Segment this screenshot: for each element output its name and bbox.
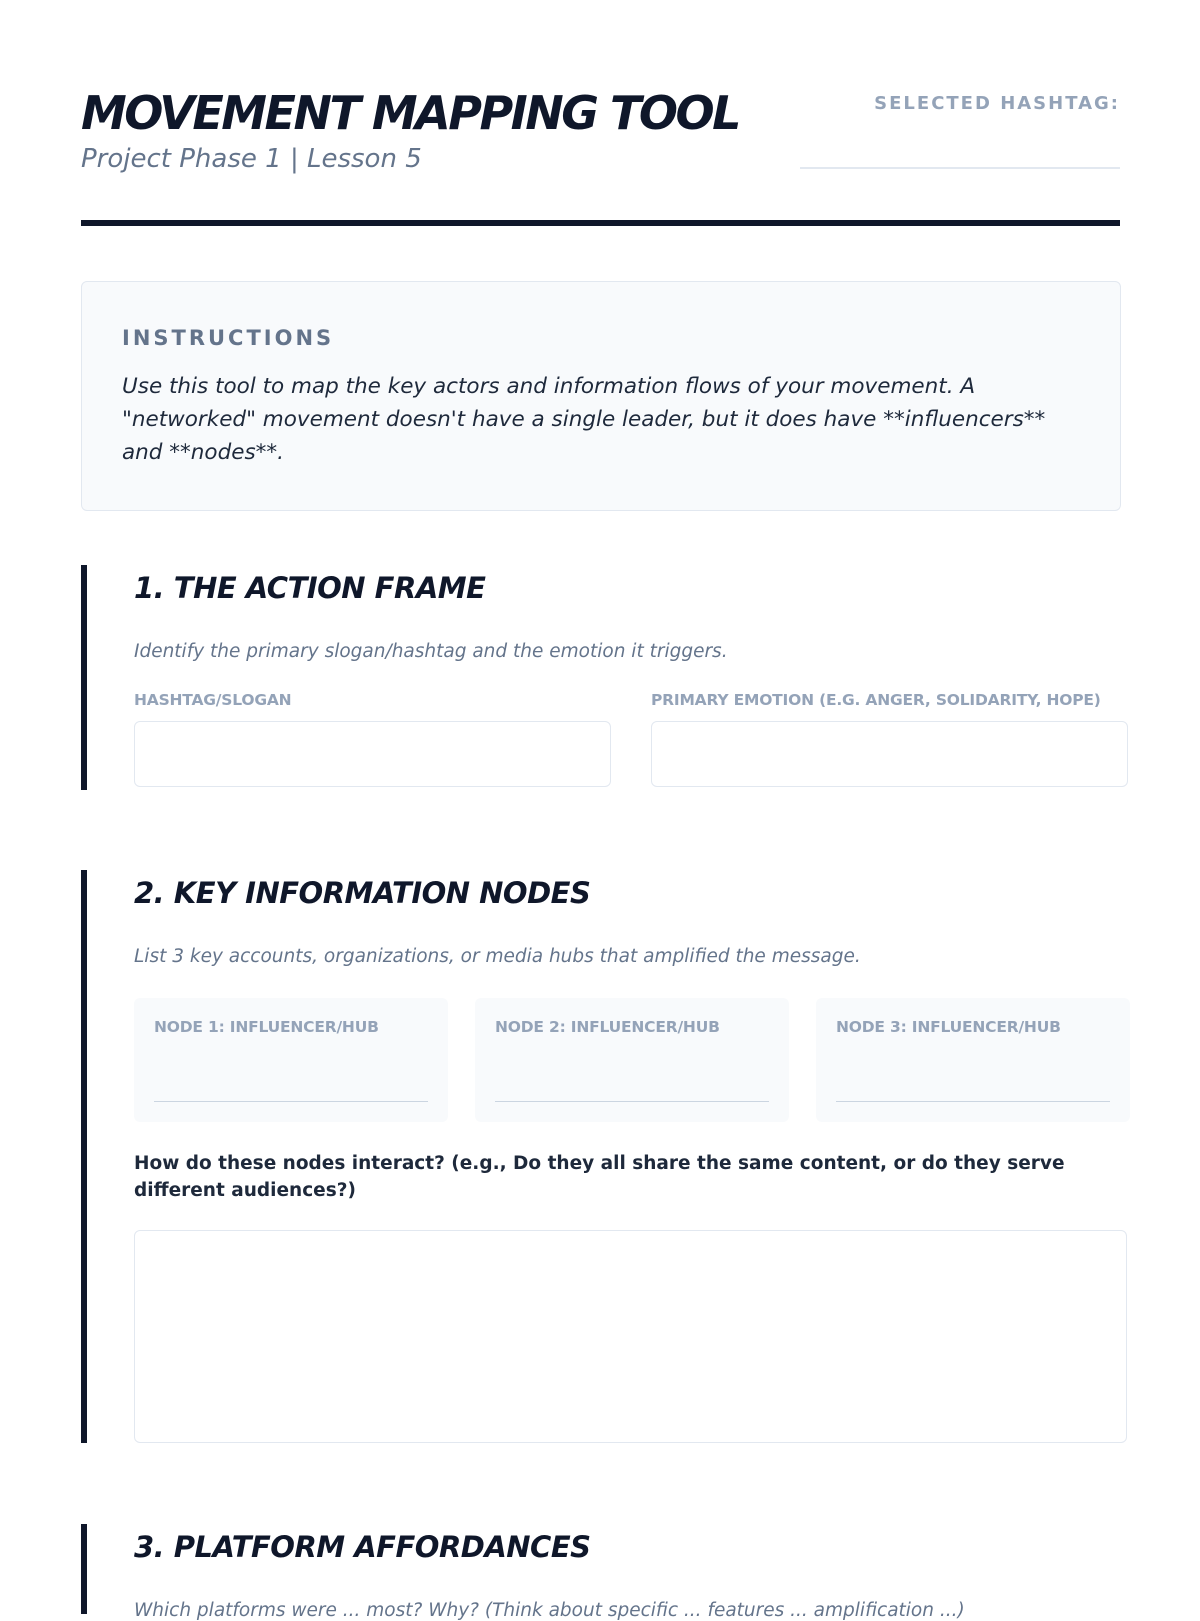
page-subtitle: Project Phase 1 | Lesson 5 [81,144,422,174]
page-header [81,86,1120,226]
instructions-panel [81,281,1121,511]
node-card-2 [475,998,789,1122]
hashtag-slogan-input[interactable] [134,721,611,787]
section-description: List 3 key accounts, organizations, or media hubs that amplified the message. [134,946,861,967]
hashtag-slogan-label: HASHTAG/SLOGAN [134,691,292,709]
section-platform-affordances [81,1524,1121,1621]
section-title: 3. PLATFORM AFFORDANCES [134,1530,591,1564]
selected-hashtag-label: SELECTED HASHTAG: [874,93,1120,114]
node-2-label: NODE 2: INFLUENCER/HUB [495,1018,720,1036]
selected-hashtag-field[interactable] [800,166,1120,169]
node-1-label: NODE 1: INFLUENCER/HUB [154,1018,379,1036]
node-3-input[interactable] [836,1101,1110,1102]
node-2-input[interactable] [495,1101,769,1102]
section-description: Identify the primary slogan/hashtag and the emotion it triggers. [134,641,728,662]
section-title: 1. THE ACTION FRAME [134,571,486,605]
section-title: 2. KEY INFORMATION NODES [134,876,591,910]
node-3-label: NODE 3: INFLUENCER/HUB [836,1018,1061,1036]
header-divider [81,220,1120,226]
section-action-frame [81,565,1121,790]
section-description: Which platforms were ... most? Why? (Think about specific ... features ... amplification ...) [134,1600,965,1621]
node-1-input[interactable] [154,1101,428,1102]
node-card-3 [816,998,1130,1122]
primary-emotion-label: PRIMARY EMOTION (E.G. ANGER, SOLIDARITY, HOPE) [651,691,1101,709]
instructions-label: INSTRUCTIONS [122,326,335,350]
nodes-interaction-answer[interactable] [134,1230,1127,1443]
node-card-1 [134,998,448,1122]
section-key-information-nodes [81,870,1121,1443]
page-title: MOVEMENT MAPPING TOOL [81,86,739,140]
nodes-interaction-question: How do these nodes interact? (e.g., Do they all share the same content, or do they serve different audiences?) [134,1153,1065,1201]
primary-emotion-input[interactable] [651,721,1128,787]
instructions-text: Use this tool to map the key actors and information flows of your movement. A "networked" movement doesn't have a single leader, but it does have **influencers** and **nodes**. [122,374,1046,465]
